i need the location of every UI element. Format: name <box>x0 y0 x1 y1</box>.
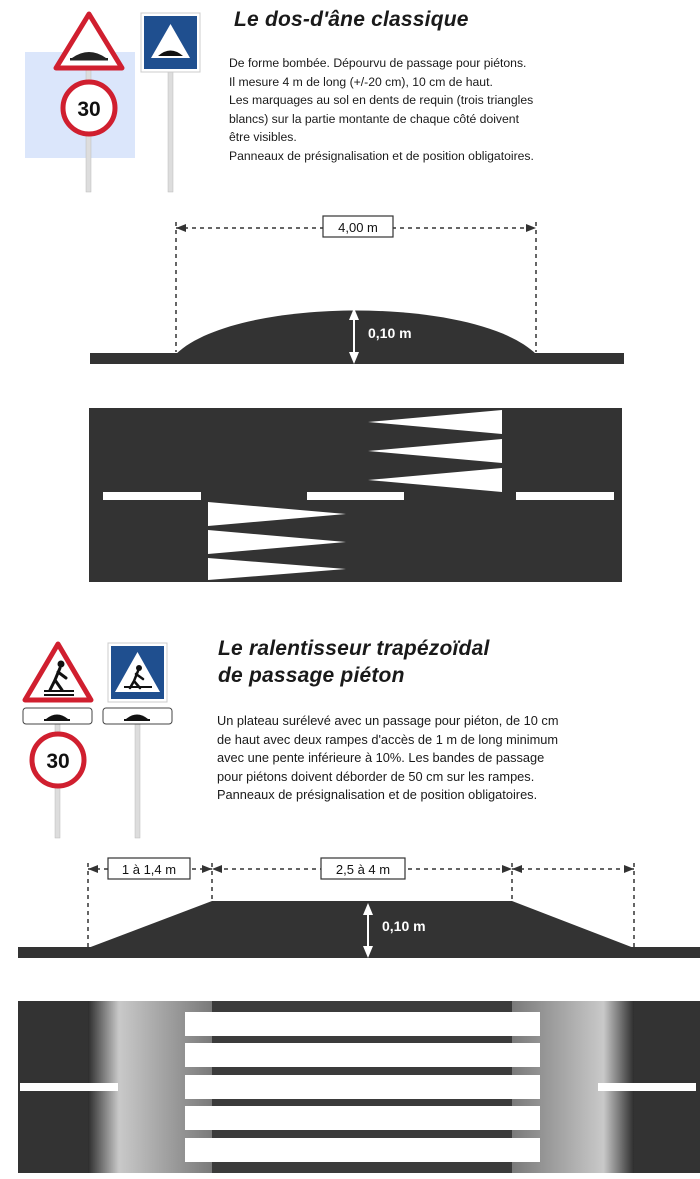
speed-limit-value: 30 <box>77 98 101 121</box>
height-dimension-label: 0,10 m <box>382 918 426 934</box>
lane-marking <box>307 492 404 500</box>
section1-signs <box>0 0 220 200</box>
speed-bump-position-sign-icon <box>141 13 200 72</box>
section2-road-top-view <box>0 995 700 1179</box>
pedestrian-crossing-sign-icon <box>108 643 167 702</box>
lane-marking <box>20 1083 118 1091</box>
speed-bump-warning-sign-icon <box>56 14 122 68</box>
section1-road-top-view <box>0 400 700 590</box>
speed-limit-sign-icon <box>32 734 84 786</box>
section1-description-line: Il mesure 4 m de long (+/-20 cm), 10 cm de haut. <box>229 74 493 89</box>
section1-profile-diagram <box>0 200 700 380</box>
pedestrian-crosswalk-stripes <box>185 1012 540 1162</box>
section2-signs <box>0 630 210 850</box>
section1-description-line: Panneaux de présignalisation et de position obligatoires. <box>229 148 534 163</box>
section1-title: Le dos-d'âne classique <box>234 8 469 31</box>
height-dimension-label: 0,10 m <box>368 325 412 341</box>
section2-description <box>217 712 558 805</box>
section2-description-line: avec une pente inférieure à 10%. Les bandes de passage <box>217 750 545 765</box>
section2-description-line: Panneaux de présignalisation et de position obligatoires. <box>217 787 538 802</box>
section2-profile-diagram <box>0 845 700 970</box>
section1-description-line: Les marquages au sol en dents de requin (trois triangles <box>229 93 534 107</box>
speed-bump-subpanel-icon <box>103 708 172 724</box>
section2-title <box>218 635 490 689</box>
lane-marking <box>598 1083 696 1091</box>
length-dimension-label: 4,00 m <box>338 220 378 235</box>
speed-limit-value: 30 <box>46 750 70 773</box>
section2-description-line: pour piétons doivent déborder de 50 cm sur les rampes. <box>217 768 535 784</box>
shark-teeth-lower <box>208 502 346 580</box>
lane-marking <box>516 492 614 500</box>
speed-bump-subpanel-icon <box>23 708 92 724</box>
pedestrian-warning-sign-icon <box>25 644 91 700</box>
section1-description-line: blancs) sur la partie montante de chaque côté doivent <box>229 111 519 126</box>
section1-description-line: être visibles. <box>229 130 297 144</box>
section2-title-line: de passage piéton <box>218 664 405 687</box>
ramp-dimension-label: 1 à 1,4 m <box>121 862 177 877</box>
section2-description-line: de haut avec deux rampes d'accès de 1 m de long minimum <box>217 731 559 747</box>
section2-description-line: Un plateau surélevé avec un passage pour piéton, de 10 cm <box>217 713 559 728</box>
plateau-dimension-label: 2,5 à 4 m <box>335 862 391 877</box>
section1-description-line: De forme bombée. Dépourvu de passage pour piétons. <box>229 56 527 70</box>
section2-title-line: Le ralentisseur trapézoïdal <box>218 637 490 660</box>
speed-limit-sign-icon <box>63 82 115 134</box>
shark-teeth-upper <box>368 410 502 492</box>
section1-description <box>229 54 534 165</box>
lane-marking <box>103 492 201 500</box>
